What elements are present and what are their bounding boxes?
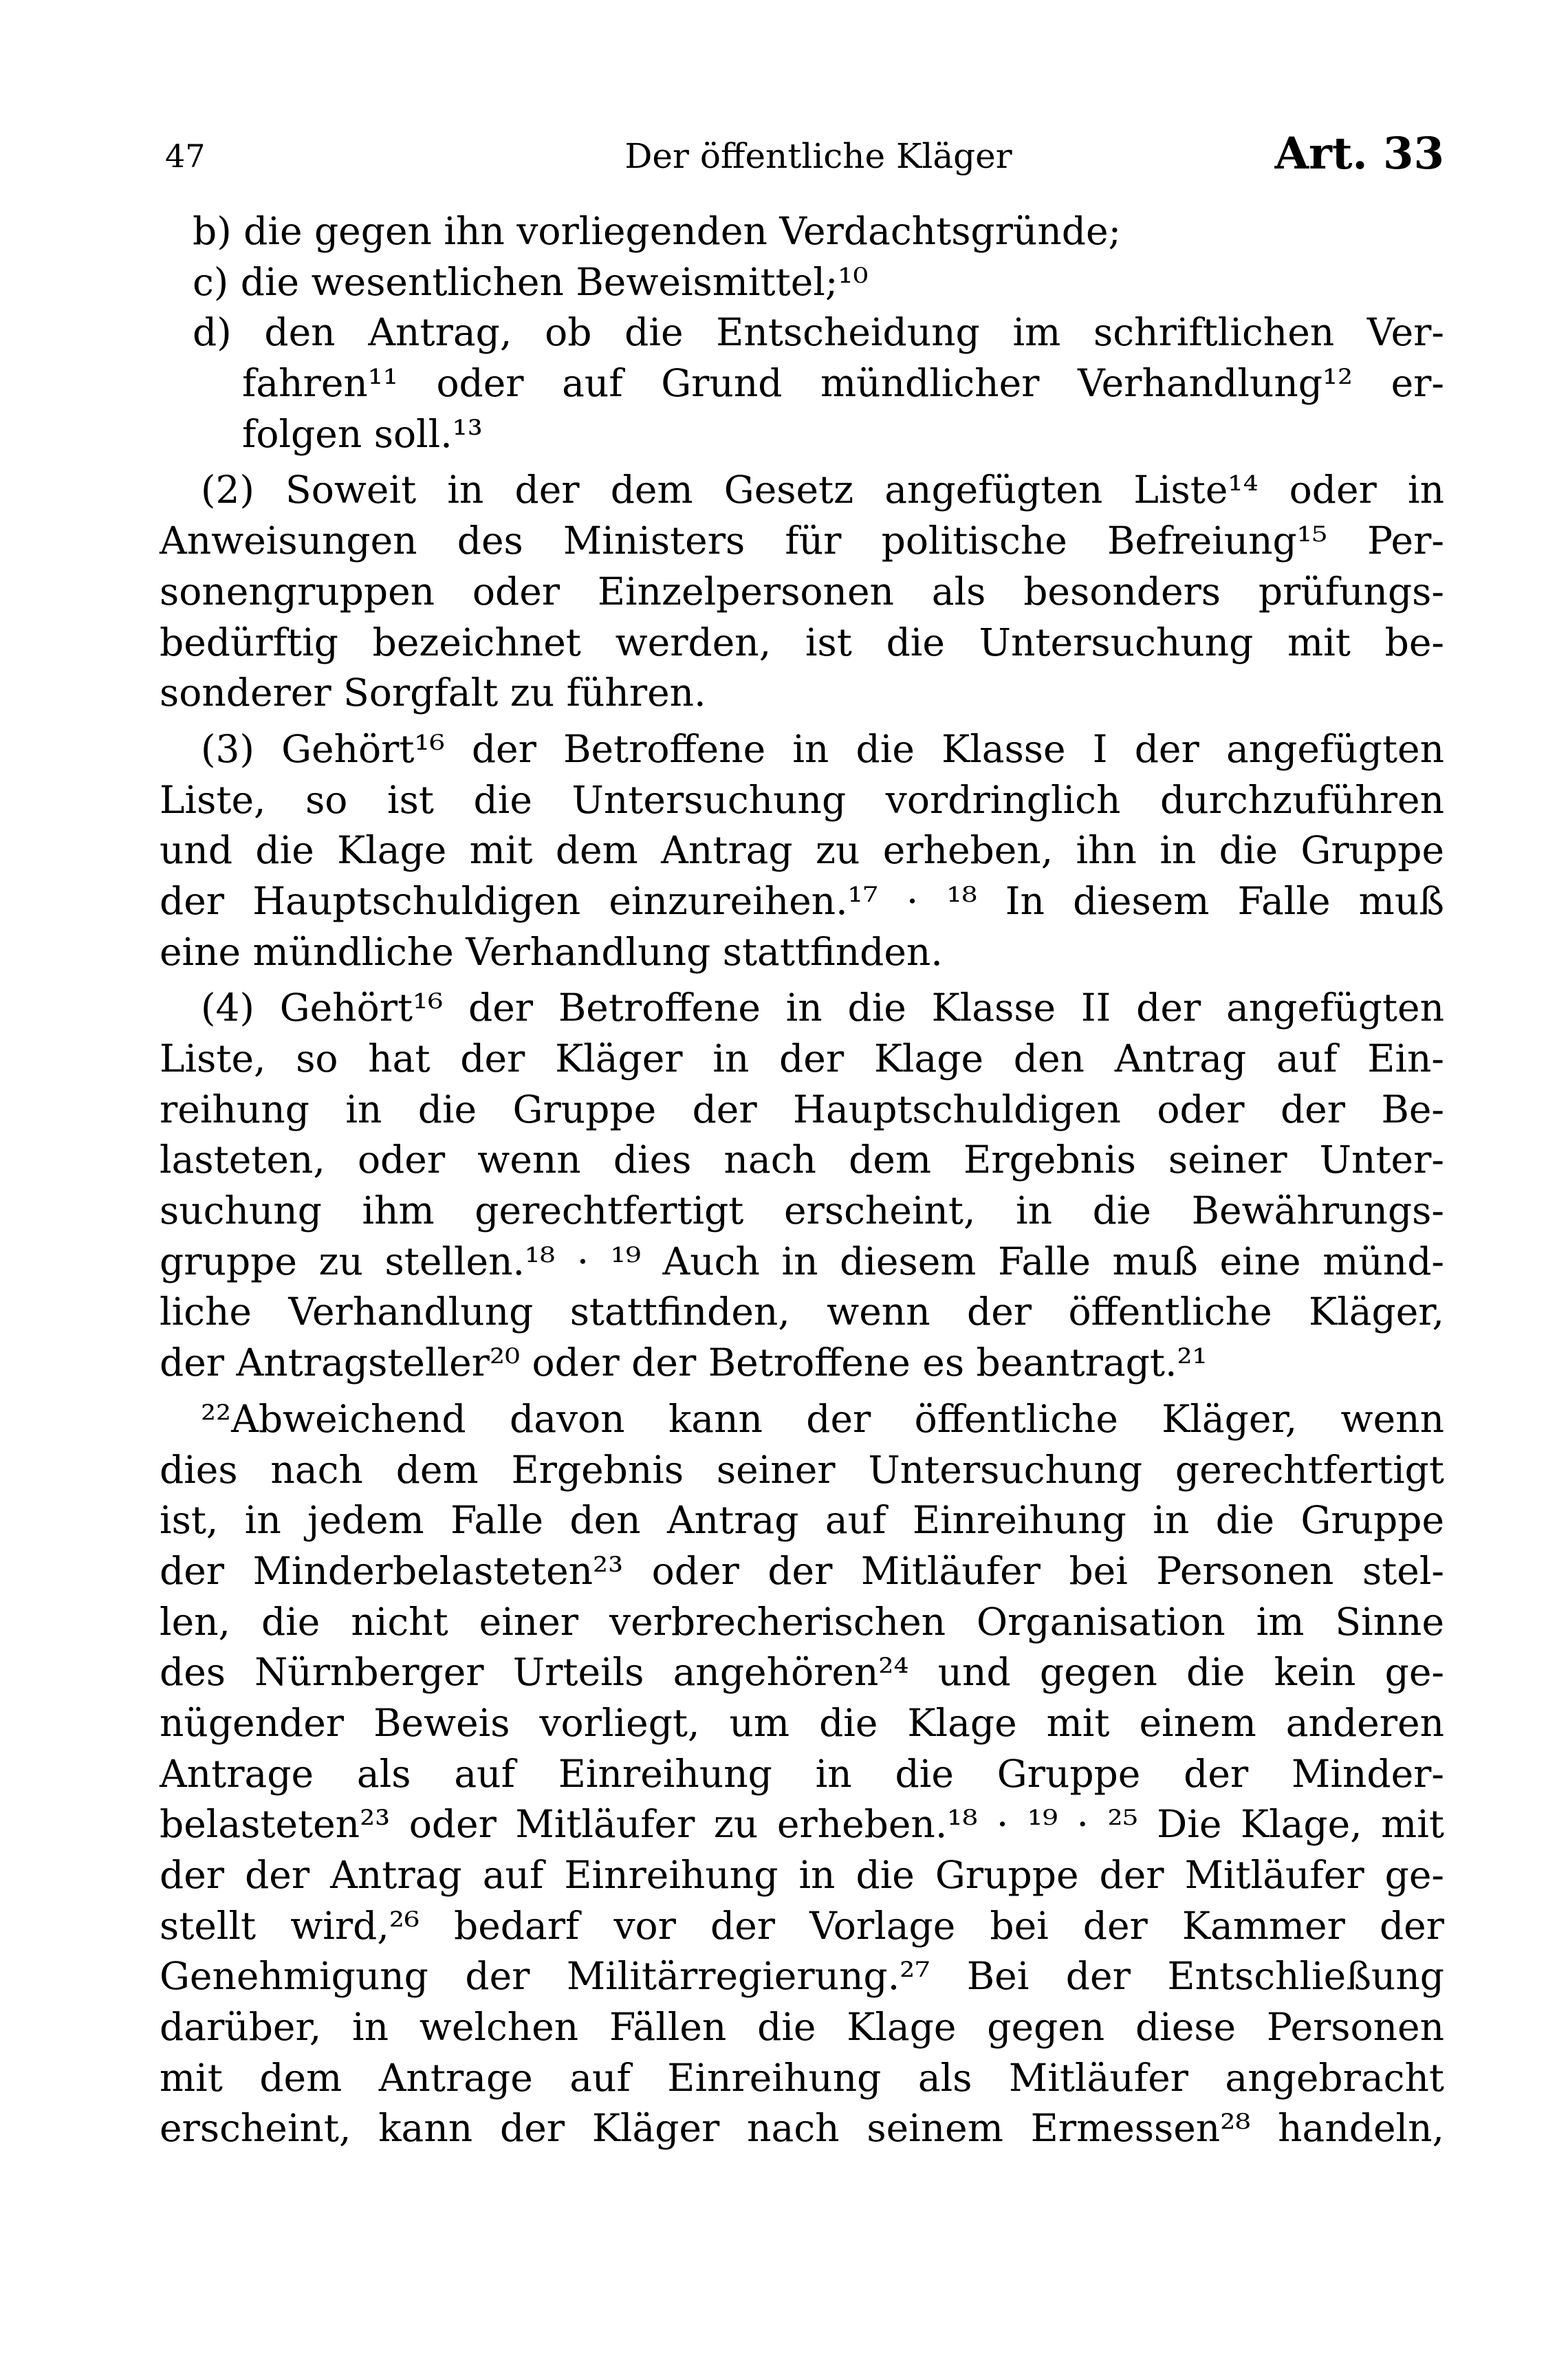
text-line: erscheint, kann der Kläger nach seinem Ermessen²⁸ handeln, — [160, 2106, 1444, 2151]
text-line: folgen soll.¹³ — [242, 411, 483, 456]
text-line: des Nürnberger Urteils angehören²⁴ und gegen die kein ge- — [160, 1650, 1444, 1695]
text-line: Liste, so hat der Kläger in der Klage den Antrag auf Ein- — [160, 1037, 1444, 1081]
body-text — [160, 206, 1444, 2154]
text-line: darüber, in welchen Fällen die Klage gegen diese Personen — [160, 2005, 1444, 2050]
text-line: dies nach dem Ergebnis seiner Untersuchung gerechtfertigt — [160, 1447, 1444, 1492]
page-header — [165, 128, 1444, 193]
text-line: ist, in jedem Falle den Antrag auf Einreihung in die Gruppe — [160, 1498, 1444, 1543]
text-line: Genehmigung der Militärregierung.²⁷ Bei der Entschließung — [160, 1954, 1444, 1999]
text-line: c) die wesentlichen Beweismittel;¹⁰ — [193, 259, 869, 304]
text-line: liche Verhandlung stattfinden, wenn der öffentliche Kläger, — [160, 1290, 1444, 1334]
running-title: Der öffentliche Kläger — [624, 136, 1012, 176]
text-line: der Minderbelasteten²³ oder der Mitläufer bei Personen stel- — [160, 1548, 1444, 1593]
text-line: belasteten²³ oder Mitläufer zu erheben.¹⁸ · ¹⁹ · ²⁵ Die Klage, mit — [160, 1802, 1444, 1847]
text-line: sonderer Sorgfalt zu führen. — [160, 671, 706, 715]
text-line: Antrage als auf Einreihung in die Gruppe der Minder- — [160, 1751, 1444, 1796]
text-line: Liste, so ist die Untersuchung vordringlich durchzuführen — [160, 777, 1444, 822]
text-line: sonengruppen oder Einzelpersonen als besonders prüfungs- — [160, 569, 1444, 614]
text-line: lasteten, oder wenn dies nach dem Ergebnis seiner Unter- — [160, 1138, 1444, 1182]
text-line: ²²Abweichend davon kann der öffentliche Kläger, wenn — [201, 1396, 1444, 1441]
text-line: und die Klage mit dem Antrag zu erheben, ihn in die Gruppe — [160, 828, 1444, 873]
text-line: d) den Antrag, ob die Entscheidung im schriftlichen Ver- — [193, 310, 1444, 355]
article-reference: Art. 33 — [1274, 128, 1444, 180]
text-line: gruppe zu stellen.¹⁸ · ¹⁹ Auch in diesem Falle muß eine münd- — [160, 1239, 1444, 1283]
text-line: len, die nicht einer verbrecherischen Organisation im Sinne — [160, 1599, 1444, 1644]
text-line: eine mündliche Verhandlung stattfinden. — [160, 929, 943, 974]
text-line: bedürftig bezeichnet werden, ist die Untersuchung mit be- — [160, 620, 1444, 664]
text-line: der Hauptschuldigen einzureihen.¹⁷ · ¹⁸ In diesem Falle muß — [160, 878, 1444, 923]
text-line: fahren¹¹ oder auf Grund mündlicher Verhandlung¹² er- — [242, 361, 1444, 406]
text-line: mit dem Antrage auf Einreihung als Mitläufer angebracht — [160, 2055, 1444, 2100]
text-line: der der Antrag auf Einreihung in die Gruppe der Mitläufer ge- — [160, 1853, 1444, 1897]
page-number: 47 — [165, 138, 206, 175]
text-line: b) die gegen ihn vorliegenden Verdachtsgründe; — [193, 209, 1122, 253]
text-line: (3) Gehört¹⁶ der Betroffene in die Klasse I der angefügten — [201, 726, 1444, 771]
text-line: suchung ihm gerechtfertigt erscheint, in die Bewährungs- — [160, 1189, 1444, 1233]
text-line: der Antragsteller²⁰ oder der Betroffene es beantragt.²¹ — [160, 1341, 1208, 1385]
text-line: Anweisungen des Ministers für politische Befreiung¹⁵ Per- — [160, 519, 1444, 563]
text-line: (4) Gehört¹⁶ der Betroffene in die Klasse II der angefügten — [201, 986, 1444, 1030]
text-line: (2) Soweit in der dem Gesetz angefügten Liste¹⁴ oder in — [201, 468, 1444, 512]
text-line: stellt wird,²⁶ bedarf vor der Vorlage bei der Kammer der — [160, 1903, 1444, 1948]
text-line: reihung in die Gruppe der Hauptschuldigen oder der Be- — [160, 1087, 1444, 1131]
text-line: nügender Beweis vorliegt, um die Klage mit einem anderen — [160, 1700, 1444, 1745]
